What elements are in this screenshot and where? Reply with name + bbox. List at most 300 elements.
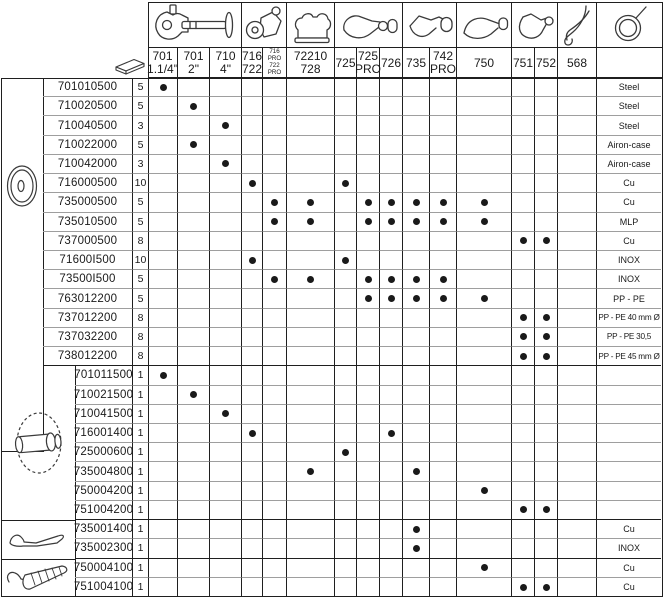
compat-cell [403, 193, 430, 212]
pack-qty-cell [133, 328, 149, 347]
pack-qty-cell [133, 270, 149, 289]
compat-cell [263, 539, 287, 558]
compat-cell [242, 539, 263, 558]
compat-cell [535, 136, 558, 155]
heavy-pipe-cutter-image [148, 2, 242, 48]
compat-cell [335, 78, 357, 97]
product-code-cell [75, 462, 133, 481]
material-label: PP - PE 45 mm Ø [598, 351, 660, 361]
compat-cell [287, 405, 335, 424]
compatibility-dot [520, 506, 527, 513]
compatibility-dot [543, 584, 550, 591]
pack-qty: 1 [137, 369, 144, 382]
compatibility-dot [249, 180, 256, 187]
product-code-cell [75, 405, 133, 424]
compat-cell [558, 328, 597, 347]
compatibility-dot [543, 353, 550, 360]
compat-cell [535, 366, 558, 385]
compat-cell [287, 232, 335, 251]
material-cell [597, 501, 661, 520]
compat-cell [210, 232, 242, 251]
tube-cutter-728-image [287, 2, 335, 48]
compatibility-dot [342, 180, 349, 187]
column-header-text: 725 [335, 55, 356, 70]
compat-cell [242, 289, 263, 308]
compatibility-dot [160, 372, 167, 379]
material-label: Cu [623, 582, 635, 593]
pack-qty-cell [133, 520, 149, 539]
compat-cell [457, 251, 512, 270]
column-header-72210 [287, 48, 335, 78]
compat-cell [149, 559, 178, 578]
spiral-rasp-icon [1, 559, 76, 597]
compat-cell [357, 328, 380, 347]
compat-cell [380, 213, 403, 232]
compat-cell [457, 193, 512, 212]
compat-cell [430, 270, 457, 289]
compat-cell [512, 309, 535, 328]
product-code: 735004800 [73, 465, 134, 478]
product-code: 716000500 [57, 177, 118, 190]
compat-cell [403, 78, 430, 97]
compat-cell [210, 174, 242, 193]
compat-cell [535, 386, 558, 405]
material-cell [597, 578, 661, 597]
pack-qty-cell [133, 578, 149, 597]
compat-cell [178, 155, 210, 174]
compat-cell [242, 366, 263, 385]
compat-cell [178, 443, 210, 462]
compat-cell [242, 174, 263, 193]
compat-cell [430, 136, 457, 155]
compat-cell [242, 424, 263, 443]
compat-cell [242, 232, 263, 251]
compat-cell [403, 97, 430, 116]
compat-cell [512, 405, 535, 424]
compat-cell [380, 193, 403, 212]
compat-cell [430, 213, 457, 232]
product-code-cell [75, 501, 133, 520]
compat-cell [558, 405, 597, 424]
compat-cell [403, 443, 430, 462]
compat-cell [535, 78, 558, 97]
compat-cell [457, 289, 512, 308]
compatibility-dot [271, 218, 278, 225]
column-header-716 [242, 48, 263, 78]
compat-cell [287, 289, 335, 308]
pack-qty-cell [133, 424, 149, 443]
compat-cell [357, 539, 380, 558]
compat-cell [242, 386, 263, 405]
compat-cell [535, 578, 558, 597]
pack-qty-cell [133, 347, 149, 366]
telescopic-cutter-735-image [403, 2, 457, 48]
compatibility-dot [413, 545, 420, 552]
compat-cell [335, 213, 357, 232]
material-label: Cu [623, 178, 635, 189]
material-label: INOX [617, 543, 640, 554]
compat-cell [149, 174, 178, 193]
compat-cell [457, 366, 512, 385]
material-cell [597, 213, 661, 232]
compat-cell [357, 232, 380, 251]
compat-cell [357, 405, 380, 424]
compat-cell [263, 520, 287, 539]
material-cell [597, 193, 661, 212]
compat-cell [457, 578, 512, 597]
compat-cell [512, 328, 535, 347]
column-header-text: PRO [355, 62, 382, 76]
material-cell [597, 97, 661, 116]
compat-cell [380, 289, 403, 308]
compat-cell [263, 193, 287, 212]
compat-cell [512, 424, 535, 443]
compat-cell [287, 116, 335, 135]
compat-cell [535, 232, 558, 251]
compat-cell [380, 78, 403, 97]
compat-cell [178, 193, 210, 212]
compat-cell [535, 539, 558, 558]
compat-cell [403, 347, 430, 366]
compat-cell [430, 386, 457, 405]
compat-cell [287, 78, 335, 97]
compat-cell [457, 501, 512, 520]
compat-cell [287, 482, 335, 501]
compat-cell [242, 405, 263, 424]
compat-cell [430, 578, 457, 597]
compatibility-dot [413, 218, 420, 225]
column-header-text: 750 [473, 55, 495, 70]
material-label: MLP [619, 216, 639, 227]
column-header-text: 716 [269, 48, 280, 56]
compat-cell [430, 309, 457, 328]
compatibility-dot [249, 430, 256, 437]
product-code: 735000500 [57, 196, 118, 209]
compat-cell [263, 270, 287, 289]
deburring-blade-icon [1, 520, 76, 559]
column-header-735 [403, 48, 430, 78]
compat-cell [263, 232, 287, 251]
compat-cell [558, 136, 597, 155]
compat-cell [403, 462, 430, 481]
compat-cell [430, 366, 457, 385]
compat-cell [535, 97, 558, 116]
compatibility-dot [249, 257, 256, 264]
pack-qty-cell [133, 462, 149, 481]
compat-cell [149, 309, 178, 328]
compat-cell [242, 270, 263, 289]
product-code: 710041500 [73, 407, 134, 420]
pack-qty-cell [133, 232, 149, 251]
compat-cell [287, 213, 335, 232]
material-cell [597, 366, 661, 385]
compat-cell [263, 136, 287, 155]
compat-cell [210, 328, 242, 347]
compatibility-dot [520, 237, 527, 244]
compatibility-dot [307, 218, 314, 225]
compat-cell [512, 78, 535, 97]
compat-cell [335, 559, 357, 578]
compat-cell [558, 270, 597, 289]
compat-cell [457, 309, 512, 328]
compat-cell [210, 405, 242, 424]
compat-cell [178, 136, 210, 155]
pack-qty-cell [133, 155, 149, 174]
compat-cell [178, 520, 210, 539]
product-code-cell [43, 328, 133, 347]
compat-cell [457, 462, 512, 481]
compat-cell [403, 424, 430, 443]
compat-cell [457, 136, 512, 155]
compat-cell [335, 386, 357, 405]
compat-cell [380, 520, 403, 539]
compat-cell [178, 424, 210, 443]
compat-cell [335, 97, 357, 116]
compat-cell [242, 309, 263, 328]
compatibility-dot [520, 584, 527, 591]
compat-cell [178, 347, 210, 366]
compat-cell [178, 578, 210, 597]
compat-cell [380, 270, 403, 289]
compat-cell [287, 386, 335, 405]
compat-cell [403, 328, 430, 347]
compat-cell [242, 116, 263, 135]
compat-cell [457, 559, 512, 578]
compat-cell [535, 193, 558, 212]
pack-qty-cell [133, 97, 149, 116]
compat-cell [535, 174, 558, 193]
compat-cell [242, 462, 263, 481]
compatibility-dot [543, 333, 550, 340]
material-cell [597, 174, 661, 193]
compat-cell [287, 174, 335, 193]
pack-qty: 8 [137, 350, 144, 363]
compat-cell [242, 578, 263, 597]
compat-cell [287, 328, 335, 347]
compat-cell [242, 559, 263, 578]
pack-qty: 10 [134, 177, 147, 190]
compat-cell [403, 251, 430, 270]
pack-qty: 10 [134, 254, 147, 267]
product-code: 750004200 [73, 484, 134, 497]
product-code: 751004100 [73, 581, 134, 594]
compat-cell [535, 251, 558, 270]
compat-cell [149, 539, 178, 558]
compat-cell [242, 78, 263, 97]
compat-cell [210, 462, 242, 481]
compat-cell [380, 328, 403, 347]
product-code-cell [75, 482, 133, 501]
compat-cell [512, 578, 535, 597]
compat-cell [263, 366, 287, 385]
compat-cell [512, 347, 535, 366]
product-code-cell [75, 443, 133, 462]
compat-cell [403, 136, 430, 155]
compat-cell [512, 174, 535, 193]
compat-cell [535, 424, 558, 443]
pack-qty: 1 [137, 446, 144, 459]
compat-cell [558, 116, 597, 135]
compat-cell [558, 386, 597, 405]
product-code-cell [75, 559, 133, 578]
compat-cell [335, 424, 357, 443]
compatibility-dot [342, 257, 349, 264]
compat-cell [403, 578, 430, 597]
compatibility-dot [413, 468, 420, 475]
column-header-text: PRO [267, 68, 282, 76]
pack-qty-cell [133, 309, 149, 328]
pack-qty: 1 [137, 407, 144, 420]
compatibility-dot [160, 84, 167, 91]
compat-cell [149, 482, 178, 501]
compat-cell [287, 443, 335, 462]
compatibility-dot [413, 295, 420, 302]
compat-cell [178, 462, 210, 481]
compat-cell [149, 213, 178, 232]
column-header-text: 568 [566, 55, 588, 70]
compat-cell [357, 213, 380, 232]
compat-cell [357, 366, 380, 385]
compatibility-dot [271, 276, 278, 283]
compat-cell [380, 462, 403, 481]
plastic-shears-568-image [558, 2, 597, 48]
compat-cell [558, 193, 597, 212]
compat-cell [263, 482, 287, 501]
compat-cell [210, 193, 242, 212]
compat-cell [403, 366, 430, 385]
pack-qty-cell [133, 174, 149, 193]
compat-cell [210, 116, 242, 135]
pack-qty: 1 [137, 388, 144, 401]
compat-cell [457, 116, 512, 135]
compat-cell [512, 462, 535, 481]
compat-cell [263, 347, 287, 366]
compat-cell [357, 174, 380, 193]
compat-cell [149, 443, 178, 462]
pack-qty-cell [133, 213, 149, 232]
compat-cell [178, 116, 210, 135]
column-header-text: 710 [215, 49, 236, 63]
compat-cell [149, 155, 178, 174]
compat-cell [357, 193, 380, 212]
compat-cell [263, 386, 287, 405]
compat-cell [430, 328, 457, 347]
compat-cell [512, 501, 535, 520]
compat-cell [357, 116, 380, 135]
compatibility-dot [413, 199, 420, 206]
compat-cell [210, 501, 242, 520]
compat-cell [430, 193, 457, 212]
column-header-text: 722 [269, 62, 280, 69]
compat-cell [430, 443, 457, 462]
compatibility-dot [388, 430, 395, 437]
compat-cell [380, 539, 403, 558]
compat-cell [558, 232, 597, 251]
column-header-710 [210, 48, 242, 78]
column-header-701 [148, 48, 178, 78]
pack-qty-cell [133, 405, 149, 424]
compat-cell [380, 366, 403, 385]
compat-cell [263, 443, 287, 462]
compat-cell [535, 116, 558, 135]
compatibility-dot [413, 526, 420, 533]
compat-cell [210, 289, 242, 308]
compat-cell [149, 328, 178, 347]
material-cell [597, 405, 661, 424]
compat-cell [380, 501, 403, 520]
compat-cell [457, 232, 512, 251]
compat-cell [242, 482, 263, 501]
material-label: INOX [617, 255, 640, 266]
compat-cell [457, 155, 512, 174]
product-code: 710022000 [57, 138, 118, 151]
compat-cell [210, 78, 242, 97]
product-code-cell [43, 155, 133, 174]
material-label: Airon-case [607, 139, 651, 150]
compat-cell [512, 270, 535, 289]
compatibility-dot [388, 199, 395, 206]
material-label: Cu [623, 235, 635, 246]
material-cell [597, 539, 661, 558]
pack-qty-cell [133, 136, 149, 155]
pack-qty: 5 [137, 138, 144, 151]
material-label: PP - PE 40 mm Ø [598, 313, 660, 323]
compatibility-dot [365, 218, 372, 225]
material-cell [597, 78, 661, 97]
compat-cell [263, 501, 287, 520]
material-cell [597, 559, 661, 578]
compat-cell [430, 155, 457, 174]
column-header-text: 701 [152, 49, 173, 63]
compat-cell [149, 270, 178, 289]
compatibility-dot [307, 199, 314, 206]
compat-cell [457, 97, 512, 116]
compat-cell [357, 520, 380, 539]
column-header-text: 4" [220, 62, 231, 76]
compat-cell [512, 443, 535, 462]
table-header [148, 2, 663, 78]
compat-cell [535, 155, 558, 174]
compat-cell [535, 309, 558, 328]
compat-cell [535, 270, 558, 289]
column-header-text: 722 [241, 62, 263, 76]
product-code-cell [75, 578, 133, 597]
tube-coil-icon [597, 2, 663, 48]
product-code-cell [43, 174, 133, 193]
compat-cell [558, 482, 597, 501]
product-code: 737000500 [57, 234, 118, 247]
column-header-751 [512, 48, 535, 78]
compat-cell [457, 213, 512, 232]
compat-cell [287, 539, 335, 558]
compat-cell [457, 78, 512, 97]
column-header-text: 742 [432, 49, 454, 63]
compat-cell [335, 578, 357, 597]
compat-cell [403, 270, 430, 289]
product-code-cell [43, 213, 133, 232]
compat-cell [457, 424, 512, 443]
material-cell [597, 520, 661, 539]
compat-cell [335, 270, 357, 289]
compat-cell [335, 289, 357, 308]
compat-cell [287, 97, 335, 116]
material-cell [597, 116, 661, 135]
compat-cell [403, 501, 430, 520]
compatibility-dot [520, 333, 527, 340]
compat-cell [210, 309, 242, 328]
material-cell [597, 270, 661, 289]
compat-cell [558, 309, 597, 328]
